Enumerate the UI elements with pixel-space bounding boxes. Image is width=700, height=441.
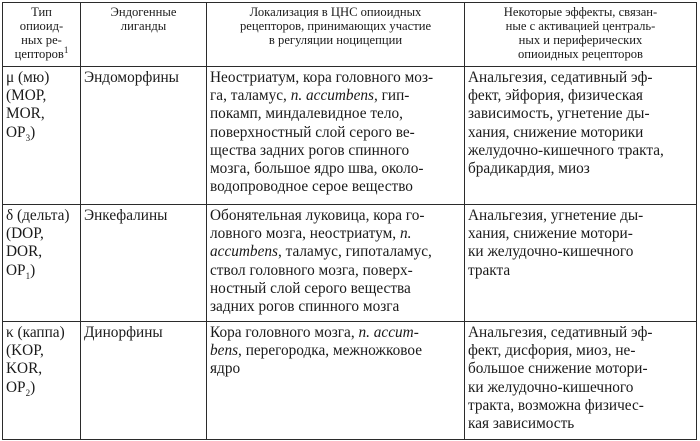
header-effects: [465, 3, 697, 67]
localization-line: ядро: [210, 360, 241, 378]
header-receptor-type: [3, 3, 81, 67]
localization-italic: n. accum-: [358, 324, 419, 341]
effects-line: хания, снижение моторики: [468, 123, 644, 141]
header-text: опиоид-: [19, 19, 64, 33]
localization-italic: bens: [210, 342, 239, 360]
header-text: Некоторые эффекты, связан-: [503, 5, 658, 19]
localization-line: [210, 243, 461, 261]
localization-italic: n.: [399, 225, 412, 243]
effects-line: желудочно-кишечного тракта,: [468, 141, 664, 159]
receptor-alias: [6, 124, 77, 142]
localization-line: Обонятельная луковица, кора го-: [210, 207, 425, 224]
header-text: ных ре-: [21, 33, 62, 47]
header-text: ных и периферических: [518, 33, 643, 47]
header-ligands: [81, 3, 207, 67]
receptor-alias: KOR,: [6, 360, 43, 378]
effects-line: брадикардия, миоз: [468, 160, 590, 178]
header-text: [6, 44, 77, 61]
receptor-alias-part: OP: [6, 378, 26, 396]
localization-part: Кора головного мозга,: [210, 324, 355, 341]
header-text: опиоидных рецепторов: [518, 47, 643, 61]
localization-line: [210, 342, 461, 360]
localization-part: , перегородка, межножковое: [238, 342, 423, 360]
ligand-cell: [81, 322, 207, 440]
header-text: ные с активацией централь-: [505, 19, 656, 33]
ligand-name: Динорфины: [84, 324, 163, 341]
header-row: [3, 3, 697, 67]
receptor-name: δ (дельта): [6, 207, 70, 224]
localization-line: поверхностный слой серого ве-: [210, 123, 415, 141]
localization-part: , гип-: [373, 87, 410, 105]
localization-line: водопроводное серое вещество: [210, 178, 413, 196]
effects-line: тракта, возможна физичес-: [468, 396, 644, 414]
localization-line: мозга, большое ядро шва, около-: [210, 160, 424, 178]
effects-line: тракта: [468, 261, 511, 279]
header-text-part: цепторов: [14, 47, 64, 61]
opioid-receptors-table: [2, 2, 697, 440]
effects-line: большое снижение мотори-: [468, 360, 648, 378]
receptor-cell: [3, 67, 81, 205]
receptor-alias: [6, 379, 77, 397]
receptor-alias: (DOP,: [6, 225, 44, 243]
effects-line: Анальгезия, седативный эф-: [468, 324, 653, 341]
effects-line: ки желудочно-кишечного: [468, 243, 634, 261]
receptor-subscript: 1: [25, 270, 31, 281]
header-text: лиганды: [120, 19, 167, 33]
receptor-subscript: 3: [25, 132, 31, 143]
receptor-alias-part: ): [30, 378, 36, 396]
ligand-name: Эндоморфины: [84, 69, 179, 86]
receptor-cell: [3, 205, 81, 322]
effects-cell: [465, 205, 697, 322]
effects-line: зависимость, угнетение ды-: [468, 105, 650, 123]
header-text: в регуляции ноцицепции: [268, 33, 403, 47]
receptor-alias: (MOP,: [6, 87, 47, 105]
localization-italic: accumbens: [210, 243, 278, 261]
receptor-name: μ (мю): [6, 69, 50, 86]
table-row: [3, 322, 697, 440]
localization-line: [210, 324, 461, 342]
receptor-subscript: 2: [25, 387, 31, 398]
receptor-alias-part: ): [30, 123, 36, 141]
effects-line: хания, снижение мотори-: [468, 225, 633, 243]
receptor-alias: [6, 262, 77, 280]
receptor-alias: MOR,: [6, 105, 45, 123]
effects-line: ки желудочно-кишечного: [468, 378, 634, 396]
receptor-alias: DOR,: [6, 243, 43, 261]
localization-cell: [207, 322, 465, 440]
effects-line: кая зависимость: [468, 415, 575, 433]
header-text: рецепторов, принимающих участие: [239, 19, 432, 33]
ligand-cell: [81, 205, 207, 322]
localization-line: [210, 225, 461, 243]
localization-italic: n. accumbens: [290, 87, 374, 105]
header-text: Локализация в ЦНС опиоидных: [249, 5, 422, 19]
localization-line: щества задних рогов спинного: [210, 141, 410, 159]
effects-cell: [465, 67, 697, 205]
receptor-cell: [3, 322, 81, 440]
localization-part: га, таламус,: [210, 87, 287, 105]
ligand-cell: [81, 67, 207, 205]
effects-line: фект, дисфория, миоз, не-: [468, 342, 636, 360]
localization-part: ловного мозга, неостриатум,: [210, 225, 397, 243]
table-row: [3, 67, 697, 205]
receptor-name: κ (каппа): [6, 324, 65, 341]
ligand-name: Энкефалины: [84, 207, 168, 224]
localization-cell: [207, 67, 465, 205]
localization-line: ностный слой серого вещества: [210, 279, 411, 297]
header-text: Тип: [31, 5, 52, 19]
localization-part: , таламус, гипоталамус,: [277, 243, 432, 261]
localization-line: задних рогов спинного мозга: [210, 298, 400, 316]
receptor-alias: (KOP,: [6, 342, 44, 360]
table-row: [3, 205, 697, 322]
effects-line: Анальгезия, угнетение ды-: [468, 207, 644, 224]
localization-line: Неостриатум, кора головного моз-: [210, 69, 434, 86]
localization-line: покамп, миндалевидное тело,: [210, 105, 403, 123]
header-text: Эндогенные: [110, 5, 177, 19]
effects-cell: [465, 322, 697, 440]
receptor-alias-part: ): [30, 261, 36, 279]
receptor-alias-part: OP: [6, 261, 26, 279]
localization-cell: [207, 205, 465, 322]
footnote-mark: 1: [63, 44, 69, 55]
effects-line: Анальгезия, седативный эф-: [468, 69, 653, 86]
receptor-alias-part: OP: [6, 123, 26, 141]
header-localization: [207, 3, 465, 67]
effects-line: фект, эйфория, физическая: [468, 87, 643, 105]
localization-line: [210, 87, 461, 105]
localization-line: ствол головного мозга, поверх-: [210, 261, 413, 279]
